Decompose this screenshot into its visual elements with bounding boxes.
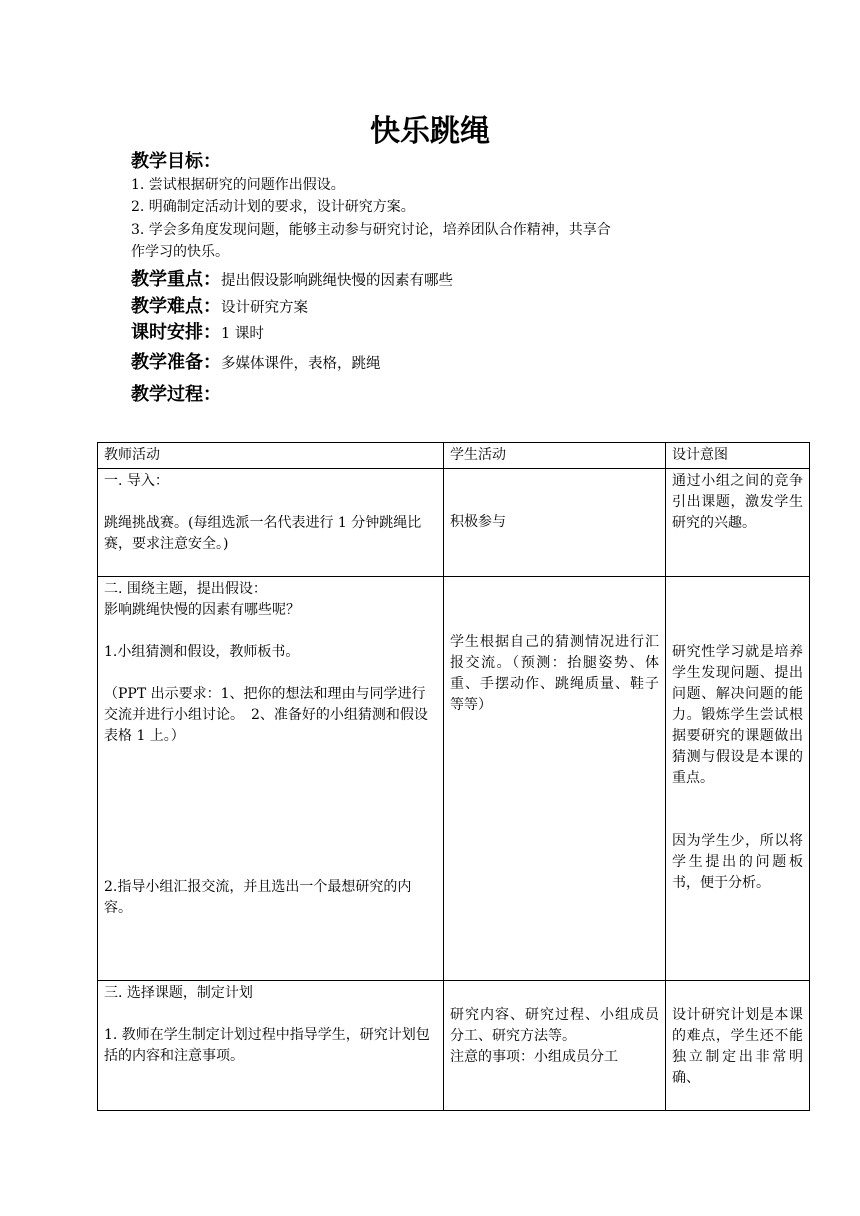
teacher-text: （PPT 出示要求：1、把你的想法和理由与同学进行交流并进行小组讨论。 2、准备好的小组猜测和假设表格 1 上。）	[104, 686, 428, 744]
table-row	[98, 981, 810, 1111]
teacher-text: 1.小组猜测和假设，教师板书。	[104, 644, 300, 660]
schedule-label: 课时安排：	[131, 322, 221, 343]
teacher-cell	[98, 981, 444, 1111]
section-title: 三. 选择课题，制定计划	[104, 985, 253, 1001]
intent-text: 研究性学习就是培养学生发现问题、提出问题、解决问题的能力。锻炼学生尝试根据要研究的课题做出猜测与假设是本课的重点。	[672, 644, 803, 786]
schedule-row	[131, 318, 264, 344]
intent-cell: 通过小组之间的竞争引出课题，激发学生研究的兴趣。	[666, 469, 810, 577]
key-point-row	[131, 265, 453, 291]
student-cell: 积极参与	[444, 469, 666, 577]
intent-cell	[666, 981, 810, 1111]
table-row	[98, 577, 810, 981]
student-text: 注意的事项：小组成员分工	[450, 1049, 618, 1065]
student-text: 研究内容、研究过程、小组成员分工、研究方法等。	[450, 1007, 659, 1044]
difficulty-value: 设计研究方案	[221, 300, 308, 316]
goals-heading: 教学目标：	[131, 151, 221, 172]
header-student: 学生活动	[444, 443, 666, 469]
preparation-row	[131, 348, 381, 374]
section-title: 二. 围绕主题，提出假设：	[104, 581, 267, 597]
objective-3: 3. 学会多角度发现问题，能够主动参与研究讨论，培养团队合作精神，共享合	[131, 222, 611, 238]
intent-cell	[666, 577, 810, 981]
section-title: 一. 导入：	[104, 473, 169, 489]
process-heading: 教学过程：	[131, 384, 221, 405]
table-row	[98, 469, 810, 577]
student-cell	[444, 981, 666, 1111]
schedule-value: 1 课时	[221, 326, 264, 342]
teacher-text: 跳绳挑战赛。(每组选派一名代表进行 1 分钟跳绳比赛，要求注意安全。)	[104, 515, 422, 552]
key-point-value: 提出假设影响跳绳快慢的因素有哪些	[221, 273, 453, 289]
intent-text: 因为学生少，所以将学生提出的问题板书，便于分析。	[672, 833, 803, 891]
preparation-value: 多媒体课件，表格，跳绳	[221, 356, 381, 372]
student-text: 学生根据自己的猜测情况进行汇报交流。（预测：抬腿姿势、体重、手摆动作、跳绳质量、鞋子等等）	[450, 634, 659, 713]
lesson-table	[97, 442, 810, 1111]
difficulty-row	[131, 292, 308, 318]
objective-3-cont: 作学习的快乐。	[131, 244, 229, 260]
table-header-row	[98, 443, 810, 469]
objective-2: 2. 明确制定活动计划的要求，设计研究方案。	[131, 199, 415, 215]
difficulty-label: 教学难点：	[131, 296, 221, 317]
teacher-cell	[98, 469, 444, 577]
teacher-text: 1. 教师在学生制定计划过程中指导学生，研究计划包括的内容和注意事项。	[104, 1027, 430, 1064]
document-title: 快乐跳绳	[370, 114, 490, 149]
teacher-text: 2.指导小组汇报交流，并且选出一个最想研究的内容。	[104, 879, 412, 916]
header-intent: 设计意图	[666, 443, 810, 469]
objective-1: 1. 尝试根据研究的问题作出假设。	[131, 177, 345, 193]
teacher-cell	[98, 577, 444, 981]
header-teacher: 教师活动	[98, 443, 444, 469]
student-cell	[444, 577, 666, 981]
intent-text: 设计研究计划是本课的难点，学生还不能独立制定出非常明确、	[672, 1007, 803, 1086]
preparation-label: 教学准备：	[131, 352, 221, 373]
teacher-text: 影响跳绳快慢的因素有哪些呢？	[104, 602, 300, 618]
key-point-label: 教学重点：	[131, 269, 221, 290]
